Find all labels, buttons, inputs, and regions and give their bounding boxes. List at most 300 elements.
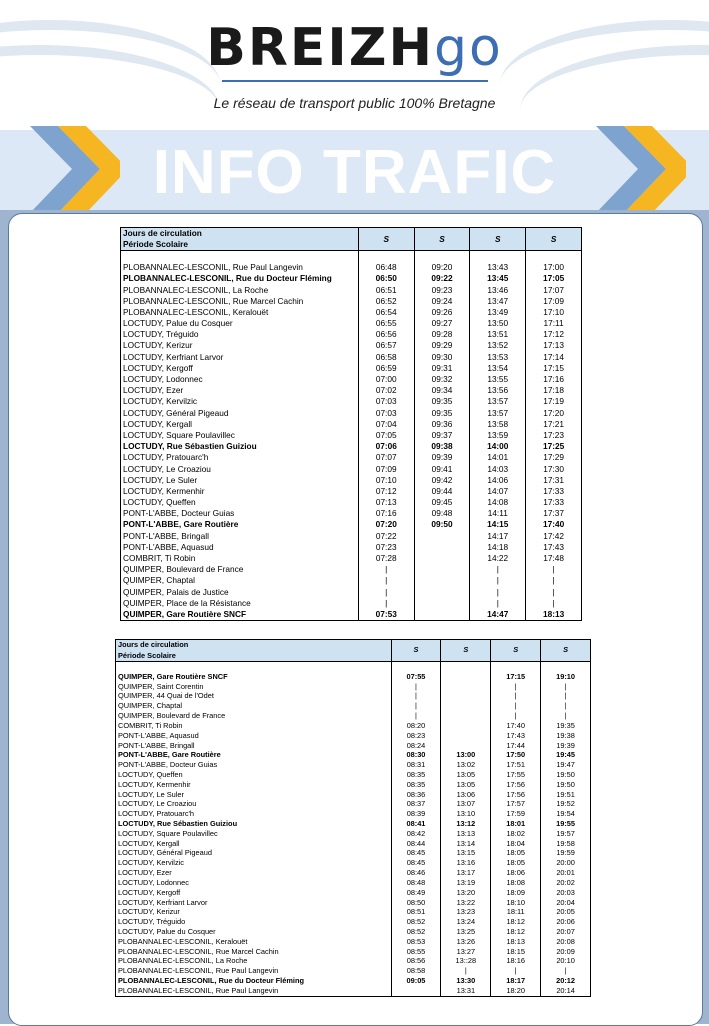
stop-name: PLOBANNALEC-LESCONIL, Rue Paul Langevin bbox=[121, 262, 359, 273]
departure-time: 13:57 bbox=[470, 408, 526, 419]
departure-time: 14:47 bbox=[470, 609, 526, 621]
departure-time: 07:53 bbox=[358, 609, 414, 621]
stop-name: PLOBANNALEC-LESCONIL, Rue Marcel Cachin bbox=[121, 296, 359, 307]
stop-name: PONT-L'ABBE, Bringall bbox=[121, 531, 359, 542]
table-row bbox=[121, 542, 582, 553]
departure-time: 19:47 bbox=[541, 760, 591, 770]
departure-time: | bbox=[491, 711, 541, 721]
departure-time: 14:15 bbox=[470, 519, 526, 530]
departure-time: 20:04 bbox=[541, 898, 591, 908]
departure-time: 20:07 bbox=[541, 927, 591, 937]
departure-time: 13:43 bbox=[470, 262, 526, 273]
stop-name: LOCTUDY, Ezer bbox=[121, 385, 359, 396]
stop-name: PLOBANNALEC-LESCONIL, Keralouët bbox=[121, 307, 359, 318]
departure-time: 17:29 bbox=[526, 452, 582, 463]
departure-time: 08:48 bbox=[391, 878, 441, 888]
departure-time bbox=[491, 662, 541, 672]
table-row bbox=[121, 385, 582, 396]
table-row bbox=[121, 374, 582, 385]
departure-time: 13:54 bbox=[470, 363, 526, 374]
departure-time: 09:37 bbox=[414, 430, 470, 441]
departure-time bbox=[358, 251, 414, 263]
departure-time: 08:45 bbox=[391, 858, 441, 868]
departure-time: 08:31 bbox=[391, 760, 441, 770]
departure-time: 13:30 bbox=[441, 976, 491, 986]
departure-time: 14:06 bbox=[470, 475, 526, 486]
stop-name: QUIMPER, Boulevard de France bbox=[116, 711, 392, 721]
stop-name: COMBRIT, Ti Robin bbox=[121, 553, 359, 564]
departure-time: 13:07 bbox=[441, 799, 491, 809]
departure-time: 06:55 bbox=[358, 318, 414, 329]
departure-time: 09:41 bbox=[414, 464, 470, 475]
stop-name: LOCTUDY, Général Pigeaud bbox=[121, 408, 359, 419]
table-row bbox=[121, 251, 582, 263]
departure-time bbox=[470, 251, 526, 263]
table-row bbox=[121, 553, 582, 564]
table-row bbox=[121, 587, 582, 598]
departure-time: 18:17 bbox=[491, 976, 541, 986]
stop-name bbox=[121, 251, 359, 263]
departure-time: 20:06 bbox=[541, 917, 591, 927]
departure-time: 08:36 bbox=[391, 790, 441, 800]
departure-time bbox=[441, 672, 491, 682]
departure-time: 07:05 bbox=[358, 430, 414, 441]
table-row bbox=[121, 352, 582, 363]
departure-time: 07:03 bbox=[358, 408, 414, 419]
departure-time: 17:56 bbox=[491, 790, 541, 800]
departure-time bbox=[441, 741, 491, 751]
departure-time: 08:53 bbox=[391, 937, 441, 947]
table-row bbox=[116, 937, 591, 947]
day-code: S bbox=[491, 640, 541, 662]
departure-time: 09:35 bbox=[414, 408, 470, 419]
departure-time: 13::28 bbox=[441, 956, 491, 966]
departure-time: 07:28 bbox=[358, 553, 414, 564]
departure-time bbox=[441, 711, 491, 721]
departure-time: 13:46 bbox=[470, 285, 526, 296]
departure-time: 17:13 bbox=[526, 340, 582, 351]
departure-time: 18:10 bbox=[491, 898, 541, 908]
stop-name: LOCTUDY, Kerfriant Larvor bbox=[121, 352, 359, 363]
day-code: S bbox=[441, 640, 491, 662]
table-row bbox=[121, 475, 582, 486]
departure-time: 13:12 bbox=[441, 819, 491, 829]
departure-time: 19:54 bbox=[541, 809, 591, 819]
departure-time: 14:00 bbox=[470, 441, 526, 452]
departure-time: 07:04 bbox=[358, 419, 414, 430]
departure-time: 19:35 bbox=[541, 721, 591, 731]
departure-time: 19:45 bbox=[541, 750, 591, 760]
departure-time bbox=[391, 986, 441, 996]
departure-time: 07:16 bbox=[358, 508, 414, 519]
departure-time: 18:12 bbox=[491, 917, 541, 927]
departure-time: 13:49 bbox=[470, 307, 526, 318]
departure-time: 19:52 bbox=[541, 799, 591, 809]
departure-time: 13:23 bbox=[441, 907, 491, 917]
banner-title: INFO TRAFIC bbox=[152, 138, 557, 207]
departure-time: 14:03 bbox=[470, 464, 526, 475]
departure-time: 17:48 bbox=[526, 553, 582, 564]
departure-time: 20:14 bbox=[541, 986, 591, 996]
departure-time bbox=[526, 251, 582, 263]
departure-time: 13:58 bbox=[470, 419, 526, 430]
departure-time: 17:40 bbox=[526, 519, 582, 530]
departure-time: 18:05 bbox=[491, 848, 541, 858]
departure-time: 08:35 bbox=[391, 770, 441, 780]
departure-time: 09:27 bbox=[414, 318, 470, 329]
departure-time: 17:50 bbox=[491, 750, 541, 760]
stop-name: COMBRIT, Ti Robin bbox=[116, 721, 392, 731]
stop-name: LOCTUDY, Pratouarc'h bbox=[116, 809, 392, 819]
table-row bbox=[116, 829, 591, 839]
departure-time: | bbox=[526, 598, 582, 609]
day-code: S bbox=[414, 228, 470, 251]
departure-time: 14:18 bbox=[470, 542, 526, 553]
departure-time: 08:51 bbox=[391, 907, 441, 917]
departure-time: 07:20 bbox=[358, 519, 414, 530]
timetable-return bbox=[115, 639, 591, 997]
departure-time: 09:24 bbox=[414, 296, 470, 307]
departure-time: 18:04 bbox=[491, 839, 541, 849]
table-row bbox=[121, 464, 582, 475]
departure-time: 17:09 bbox=[526, 296, 582, 307]
departure-time: 14:17 bbox=[470, 531, 526, 542]
departure-time: 06:54 bbox=[358, 307, 414, 318]
table-row bbox=[121, 340, 582, 351]
departure-time: 17:44 bbox=[491, 741, 541, 751]
departure-time bbox=[414, 542, 470, 553]
table-row bbox=[116, 868, 591, 878]
departure-time: 17:19 bbox=[526, 396, 582, 407]
departure-time: 14:08 bbox=[470, 497, 526, 508]
stop-name: LOCTUDY, Kerizur bbox=[121, 340, 359, 351]
stop-name: PLOBANNALEC-LESCONIL, Rue du Docteur Fléming bbox=[116, 976, 392, 986]
departure-time: | bbox=[470, 587, 526, 598]
stop-name: PONT-L'ABBE, Bringall bbox=[116, 741, 392, 751]
departure-time: 19:51 bbox=[541, 790, 591, 800]
departure-time: | bbox=[391, 701, 441, 711]
stop-name: QUIMPER, Gare Routière SNCF bbox=[116, 672, 392, 682]
departure-time: 09:22 bbox=[414, 273, 470, 284]
departure-time: 19:57 bbox=[541, 829, 591, 839]
departure-time: 08:52 bbox=[391, 927, 441, 937]
departure-time: 17:51 bbox=[491, 760, 541, 770]
departure-time bbox=[541, 662, 591, 672]
departure-time: 17:43 bbox=[526, 542, 582, 553]
stop-name: LOCTUDY, Pratouarc'h bbox=[121, 452, 359, 463]
day-code: S bbox=[470, 228, 526, 251]
table-row bbox=[116, 819, 591, 829]
table-row bbox=[121, 609, 582, 621]
departure-time: | bbox=[526, 564, 582, 575]
departure-time: 06:57 bbox=[358, 340, 414, 351]
departure-time: 17:33 bbox=[526, 497, 582, 508]
stop-name: LOCTUDY, Square Poulavillec bbox=[121, 430, 359, 441]
departure-time: | bbox=[358, 575, 414, 586]
table-row bbox=[116, 986, 591, 996]
departure-time bbox=[441, 691, 491, 701]
table-row bbox=[121, 318, 582, 329]
stop-name: LOCTUDY, Lodonnec bbox=[116, 878, 392, 888]
departure-time: 13:27 bbox=[441, 947, 491, 957]
departure-time: 06:58 bbox=[358, 352, 414, 363]
departure-time: 09:50 bbox=[414, 519, 470, 530]
table-row bbox=[116, 770, 591, 780]
table-row bbox=[116, 672, 591, 682]
table-row bbox=[121, 519, 582, 530]
brand-logo bbox=[0, 18, 709, 78]
departure-time: 13:05 bbox=[441, 770, 491, 780]
departure-time: 08:35 bbox=[391, 780, 441, 790]
departure-time bbox=[414, 564, 470, 575]
table-row bbox=[116, 956, 591, 966]
departure-time: 17:37 bbox=[526, 508, 582, 519]
departure-time: 17:12 bbox=[526, 329, 582, 340]
stop-name: QUIMPER, Chaptal bbox=[116, 701, 392, 711]
departure-time bbox=[391, 662, 441, 672]
departure-time: | bbox=[541, 701, 591, 711]
departure-time: 08:56 bbox=[391, 956, 441, 966]
departure-time: 20:00 bbox=[541, 858, 591, 868]
table-row bbox=[121, 598, 582, 609]
departure-time: | bbox=[441, 966, 491, 976]
departure-time bbox=[441, 731, 491, 741]
timetable-outbound bbox=[120, 227, 582, 621]
table-row bbox=[116, 780, 591, 790]
departure-time: 13:02 bbox=[441, 760, 491, 770]
departure-time: 19:50 bbox=[541, 780, 591, 790]
header-period-label: Période Scolaire bbox=[116, 651, 392, 662]
table-row bbox=[116, 848, 591, 858]
departure-time: | bbox=[391, 691, 441, 701]
header-days-label: Jours de circulation bbox=[121, 228, 359, 240]
table-row bbox=[116, 858, 591, 868]
stop-name: LOCTUDY, Kermenhir bbox=[116, 780, 392, 790]
departure-time: 07:22 bbox=[358, 531, 414, 542]
table-row bbox=[116, 839, 591, 849]
table-row bbox=[121, 508, 582, 519]
brand-name-main: BREIZH bbox=[206, 18, 434, 78]
day-code: S bbox=[526, 228, 582, 251]
departure-time: 17:23 bbox=[526, 430, 582, 441]
departure-time: | bbox=[526, 575, 582, 586]
departure-time: 17:56 bbox=[491, 780, 541, 790]
stop-name: QUIMPER, 44 Quai de l'Odet bbox=[116, 691, 392, 701]
departure-time: | bbox=[541, 711, 591, 721]
departure-time: 09:30 bbox=[414, 352, 470, 363]
table-row bbox=[116, 711, 591, 721]
departure-time: | bbox=[358, 564, 414, 575]
table-row bbox=[121, 441, 582, 452]
departure-time: 08:58 bbox=[391, 966, 441, 976]
table-row bbox=[116, 799, 591, 809]
stop-name: LOCTUDY, Le Suler bbox=[116, 790, 392, 800]
departure-time: 13:00 bbox=[441, 750, 491, 760]
departure-time: 13:57 bbox=[470, 396, 526, 407]
table-row bbox=[121, 452, 582, 463]
departure-time: 13:26 bbox=[441, 937, 491, 947]
departure-time: | bbox=[470, 564, 526, 575]
departure-time: 19:59 bbox=[541, 848, 591, 858]
table-row bbox=[116, 760, 591, 770]
departure-time: 06:51 bbox=[358, 285, 414, 296]
departure-time: | bbox=[526, 587, 582, 598]
departure-time: 13:16 bbox=[441, 858, 491, 868]
departure-time: 08:52 bbox=[391, 917, 441, 927]
departure-time: 17:14 bbox=[526, 352, 582, 363]
stop-name: LOCTUDY, Square Poulavillec bbox=[116, 829, 392, 839]
departure-time: | bbox=[470, 598, 526, 609]
departure-time: 09:44 bbox=[414, 486, 470, 497]
stop-name: LOCTUDY, Queffen bbox=[116, 770, 392, 780]
departure-time: 13:22 bbox=[441, 898, 491, 908]
departure-time: 07:00 bbox=[358, 374, 414, 385]
stop-name: LOCTUDY, Kervilzic bbox=[121, 396, 359, 407]
stop-name: LOCTUDY, Kergall bbox=[121, 419, 359, 430]
table-row bbox=[121, 296, 582, 307]
table-row bbox=[121, 363, 582, 374]
departure-time: 09:05 bbox=[391, 976, 441, 986]
stop-name: PLOBANNALEC-LESCONIL, Rue Paul Langevin bbox=[116, 966, 392, 976]
stop-name: QUIMPER, Chaptal bbox=[121, 575, 359, 586]
table-row bbox=[116, 682, 591, 692]
departure-time: 07:23 bbox=[358, 542, 414, 553]
table-row bbox=[116, 731, 591, 741]
departure-time: 19:58 bbox=[541, 839, 591, 849]
table-row bbox=[121, 564, 582, 575]
departure-time: 17:05 bbox=[526, 273, 582, 284]
departure-time bbox=[414, 575, 470, 586]
departure-time: 07:12 bbox=[358, 486, 414, 497]
departure-time: | bbox=[491, 701, 541, 711]
stop-name: QUIMPER, Place de la Résistance bbox=[121, 598, 359, 609]
stop-name: LOCTUDY, Lodonnec bbox=[121, 374, 359, 385]
departure-time: 09:23 bbox=[414, 285, 470, 296]
table-header-row bbox=[116, 640, 591, 651]
departure-time: 07:07 bbox=[358, 452, 414, 463]
table-row bbox=[121, 575, 582, 586]
departure-time: 13:17 bbox=[441, 868, 491, 878]
departure-time bbox=[414, 587, 470, 598]
departure-time: 18:12 bbox=[491, 927, 541, 937]
departure-time: 09:36 bbox=[414, 419, 470, 430]
departure-time: 13:15 bbox=[441, 848, 491, 858]
stop-name: LOCTUDY, Kergoff bbox=[121, 363, 359, 374]
stop-name: PONT-L'ABBE, Aquasud bbox=[121, 542, 359, 553]
departure-time: | bbox=[391, 711, 441, 721]
departure-time: 13:53 bbox=[470, 352, 526, 363]
departure-time: 08:49 bbox=[391, 888, 441, 898]
day-code: S bbox=[358, 228, 414, 251]
departure-time: 18:09 bbox=[491, 888, 541, 898]
table-row bbox=[116, 701, 591, 711]
table-row bbox=[116, 966, 591, 976]
departure-time bbox=[414, 598, 470, 609]
departure-time: 09:45 bbox=[414, 497, 470, 508]
stop-name: LOCTUDY, Kermenhir bbox=[121, 486, 359, 497]
departure-time bbox=[441, 662, 491, 672]
departure-time: 17:59 bbox=[491, 809, 541, 819]
table-row bbox=[121, 430, 582, 441]
table-row bbox=[121, 531, 582, 542]
departure-time: 08:20 bbox=[391, 721, 441, 731]
departure-time: 17:15 bbox=[526, 363, 582, 374]
departure-time: 19:39 bbox=[541, 741, 591, 751]
departure-time: 06:52 bbox=[358, 296, 414, 307]
departure-time: 19:38 bbox=[541, 731, 591, 741]
departure-time: 06:59 bbox=[358, 363, 414, 374]
departure-time: 09:34 bbox=[414, 385, 470, 396]
stop-name: LOCTUDY, Kerizur bbox=[116, 907, 392, 917]
table-header-row bbox=[121, 228, 582, 240]
table-row bbox=[121, 497, 582, 508]
departure-time: | bbox=[541, 682, 591, 692]
departure-time bbox=[414, 251, 470, 263]
departure-time: 17:18 bbox=[526, 385, 582, 396]
brand-name-accent: go bbox=[433, 18, 503, 78]
departure-time: 08:55 bbox=[391, 947, 441, 957]
departure-time: 08:24 bbox=[391, 741, 441, 751]
departure-time: | bbox=[541, 966, 591, 976]
departure-time: 13:13 bbox=[441, 829, 491, 839]
header-period-label: Période Scolaire bbox=[121, 239, 359, 251]
departure-time bbox=[441, 701, 491, 711]
departure-time: 09:38 bbox=[414, 441, 470, 452]
stop-name: LOCTUDY, Kervilzic bbox=[116, 858, 392, 868]
table-row bbox=[116, 878, 591, 888]
table-row bbox=[121, 419, 582, 430]
departure-time: 18:15 bbox=[491, 947, 541, 957]
stop-name: PONT-L'ABBE, Aquasud bbox=[116, 731, 392, 741]
departure-time: 17:07 bbox=[526, 285, 582, 296]
departure-time: 19:10 bbox=[541, 672, 591, 682]
stop-name: LOCTUDY, Tréguido bbox=[121, 329, 359, 340]
departure-time: 13:10 bbox=[441, 809, 491, 819]
departure-time: 07:13 bbox=[358, 497, 414, 508]
departure-time: 13:31 bbox=[441, 986, 491, 996]
departure-time: 17:15 bbox=[491, 672, 541, 682]
header-days-label: Jours de circulation bbox=[116, 640, 392, 651]
stop-name: QUIMPER, Boulevard de France bbox=[121, 564, 359, 575]
departure-time: 09:28 bbox=[414, 329, 470, 340]
departure-time bbox=[441, 682, 491, 692]
departure-time: 13:25 bbox=[441, 927, 491, 937]
table-row bbox=[121, 285, 582, 296]
departure-time: 17:42 bbox=[526, 531, 582, 542]
table-row bbox=[116, 721, 591, 731]
stop-name: LOCTUDY, Kergoff bbox=[116, 888, 392, 898]
departure-time: 18:20 bbox=[491, 986, 541, 996]
departure-time: 07:09 bbox=[358, 464, 414, 475]
departure-time: 20:05 bbox=[541, 907, 591, 917]
stop-name: LOCTUDY, Ezer bbox=[116, 868, 392, 878]
departure-time: | bbox=[470, 575, 526, 586]
departure-time: 09:26 bbox=[414, 307, 470, 318]
table-row bbox=[116, 691, 591, 701]
table-row bbox=[116, 662, 591, 672]
departure-time: 19:50 bbox=[541, 770, 591, 780]
departure-time: 17:55 bbox=[491, 770, 541, 780]
stop-name: LOCTUDY, Général Pigeaud bbox=[116, 848, 392, 858]
table-row bbox=[116, 750, 591, 760]
departure-time: 13:20 bbox=[441, 888, 491, 898]
departure-time: 18:01 bbox=[491, 819, 541, 829]
departure-time: 17:16 bbox=[526, 374, 582, 385]
departure-time: 17:20 bbox=[526, 408, 582, 419]
departure-time: 06:50 bbox=[358, 273, 414, 284]
departure-time: 09:42 bbox=[414, 475, 470, 486]
departure-time: 09:39 bbox=[414, 452, 470, 463]
